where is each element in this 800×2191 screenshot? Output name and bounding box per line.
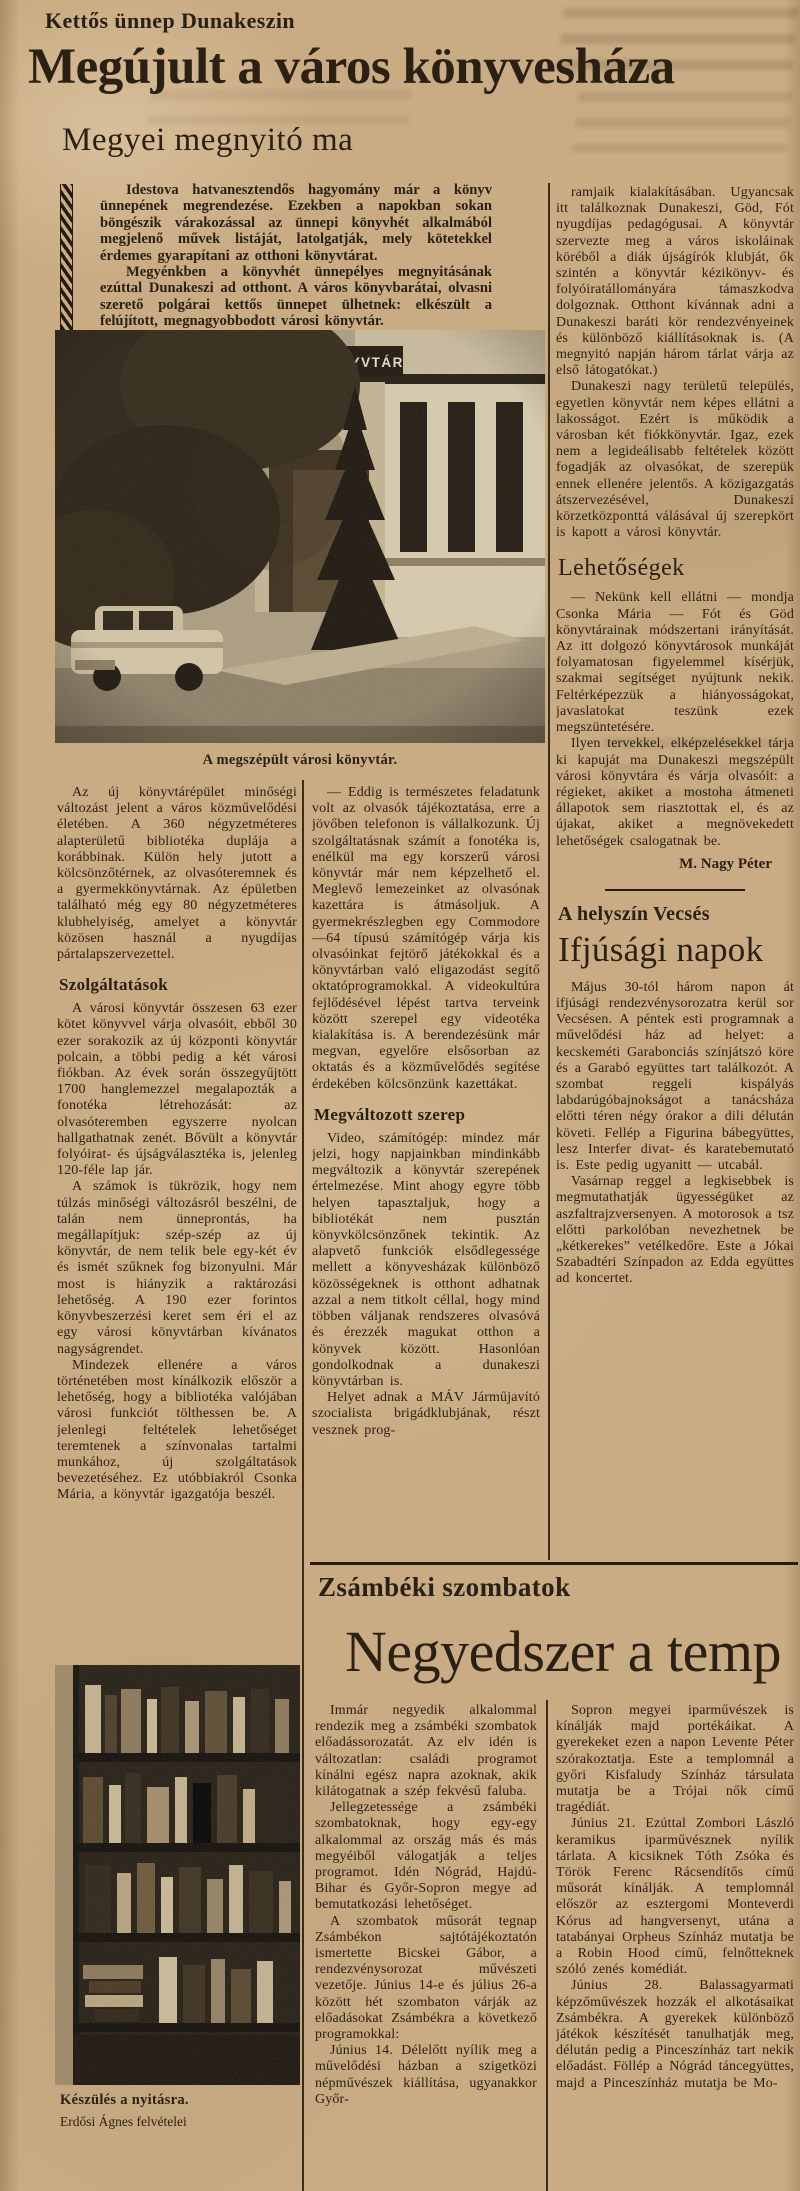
column-rule: [546, 1700, 548, 2191]
paragraph: Június 14. Délelőtt nyílik meg a művelődési házban a szigetközi népművészek kiállítása, ugyanakkor Győr-: [315, 2043, 537, 2107]
paragraph: Helyet adnak a MÁV Járműjavító szocialista brigádklubjának, részt vesznek prog-: [312, 1390, 540, 1438]
article-column-middle: [312, 785, 540, 1660]
zsambek-column-mid: [315, 1703, 537, 2191]
paragraph: Június 21. Ezúttal Zombori László keramikus iparművésznek nyílik tárlata. A kicsiknek Tóth Zsóka és Török Ferenc Rácsendítős című műsorát kínálják. A templomnál először az esztergomi Monteverdi Kórus ad hangversenyt, utána a tatabányai Orpheus Színház mutatja be a Robin Hood című, felnőtteknek szóló zenés komédiát.: [556, 1816, 794, 1978]
column-text: [57, 1001, 297, 1503]
paragraph: Video, számítógép: mindez már jelzi, hogy napjainkban mindinkább megváltozik a könyvtár szerepének értelmezése. Mint ahogy egyre több helyen tapasztaljuk, hogy a bibliotékát nem pusztán könyvkölcsönzőnek tekintik. Az alapvető funkciók elsődlegessége mellett a könyvesházak különböző közösségeknek is otthont adhatnak azzal a nem titkolt céllal, hogy mind többen váljanak rendszeres olvasóvá és érezzék magukat otthon a könyvek között. Hasonlóan gondolkodnak a dunakeszi könyvtárban is.: [312, 1130, 540, 1389]
paragraph: A városi könyvtár összesen 63 ezer kötet könyvvel várja olvasóit, ebből 30 ezer sorakozik az új központi könyvtár polcain, a többi pedig a két városi fiókban. Az évek során összegyűjtött 1700 hanglemezzel megalapozták a fonotéka létrehozását: az olvasóteremben egyszerre nyolcan hallgathatnak zenét. Bővült a könyvtár folyóirat- és újságválasztéka is, jelenleg 120-féle lap jár.: [57, 1001, 297, 1179]
paragraph: — Nekünk kell ellátni — mondja Csonka Mária — Fót és Göd könyvtárainak módszertani irányítását. Az itt dolgozó könyvtárosok munkáját folyamatosan figyelemmel kísérjük, szakmai segítséget nyújtunk nekik. Feltérképezzük a hiányosságokat, javaslatokat teszünk ezek megszüntetésére.: [556, 590, 794, 736]
paragraph: Jellegzetessége a zsámbéki szombatoknak, hogy egy-egy alkalommal az ország más és más megyéiből válogatják a teljes programot. Idén Nógrád, Hajdú-Bihar és Győr-Sopron megye ad bemutatkozási lehetőséget.: [315, 1800, 537, 1913]
column-text: [57, 785, 297, 963]
main-headline: Megújult a város könyvesháza: [28, 39, 675, 95]
paragraph: A szombatok műsorát tegnap Zsámbékon sajtótájékoztatón ismertette Bicskei Gábor, a rendezvénysorozat művészeti vezetője. Június 14-e és július 26-a között hét szombaton várják az előadásokat Zsámbékra a következő programokkal:: [315, 1913, 537, 2043]
bleed-through-smudge: [572, 92, 793, 152]
section-rule: [310, 1562, 798, 1565]
column-text: [315, 1703, 537, 2108]
paragraph: Ilyen tervekkel, elképzelésekkel tárja ki kapuját ma Dunakeszi megszépült városi könyvtára és várja olvasóit: a régieket, akiket a mostoha átmeneti állapotok sem riasztottak el, és az újakat, akiket a megnövekedett lehetőségek csalogatnak be.: [556, 736, 794, 849]
vecses-headline: Ifjúsági napok: [558, 929, 764, 969]
zsambek-headline: Negyedszer a temp: [345, 1619, 781, 1684]
library-building-photo: [55, 330, 545, 743]
column-rule: [548, 183, 550, 1560]
photo-credit: Erdősi Ágnes felvételei: [60, 2114, 187, 2129]
bookshelf-photo: [55, 1665, 300, 2085]
column-text: [312, 785, 540, 1093]
article-column-left: [57, 785, 297, 1660]
column-text: [556, 590, 794, 849]
subhead-megvaltozott-szerep: Megváltozott szerep: [314, 1104, 466, 1124]
subhead-lehetosegek: Lehetőségek: [558, 555, 685, 582]
column-rule: [302, 780, 304, 2191]
paragraph: ramjaik kialakításában. Ugyancsak itt találkoznak Dunakeszi, Göd, Fót nyugdíjas pedagógusai. A könyvtár szervezte meg a város iskoláinak köréből a diák újságírók klubját, ők szintén a könyvtár kézikönyv- és folyóiratállományára támaszkodva dolgoznak. Otthont kívánnak adni a Dunakeszi baráti kör rendezvényeinek és különböző kiállításoknak is. (A megnyitó napján három tárlat várja az első látogatókat.): [556, 185, 794, 379]
paragraph: Június 28. Balassagyarmati képzőművészek hozzák el alkotásaikat Zsámbékra. A gyerekek különböző játékok készítését tanulhatják meg, délután pedig a Pinceszínház tart nekik előadást. Föllép a Nógrád táncegyüttes, majd a Pinceszínház mutatja be Mo-: [556, 1978, 794, 2091]
section-divider: [605, 889, 745, 891]
paragraph: Mindezek ellenére a város történetében most kínálkozik először a lehetőség, hogy a bibliotéka valójában városi funkciót tölthessen be. A jelenlegi feltételek lehetőséget teremtenek a színvonalas tartalmi munkához, új szolgáltatások bevezetéséhez. Ez utóbbiakról Csonka Mária, a könyvtár igazgatója beszél.: [57, 1357, 297, 1503]
paragraph: Megyénkben a könyvhét ünnepélyes megnyitásának ezúttal Dunakeszi ad otthont. A város könyvbarátai, olvasni szerető polgárai kettős ünnepet ülhetnek: elkészült a felújított, megnagyobbodott városi könyvtár.: [100, 264, 492, 330]
paragraph: Immár negyedik alkalommal rendezik meg a zsámbéki szombatok előadássorozatát. Az elv idén is változatlan: családi programot kínálni egész napra azoknak, akik kilátogatnak a szép fekvésű faluba.: [315, 1703, 537, 1800]
paragraph: Dunakeszi nagy területű település, egyetlen könyvtár nem képes ellátni a lakosságot. Ezért is működik a városban két fiókkönyvtár. Igaz, ezek nem a legideálisabb feltételek között fogadják az olvasókat, de szerepük ennek ellenére jelentős. A közigazgatás átszervezésével, Dunakeszi körzetközponttá válásával új szerepkört is kapott a városi könyvtár.: [556, 379, 794, 541]
paragraph: Vasárnap reggel a legkisebbek is megmutathatják ügyességüket az aszfaltrajzversenyen. A motorosok a tsz előtti parkolóban nevezhetnek be „kétkerekes” vetélkedőre. Este a Jókai Szabadtéri Színpadon az Edda együttes ad koncertet.: [556, 1174, 794, 1287]
paragraph: A számok is tükrözik, hogy nem túlzás minőségi változásról beszélni, de talán nem ünneprontás, ha megállapítjuk: szép-szép az új könyvtár, de nem telik bele egy-két év és ismét szűknek fog bizonyulni. Már most is hiányzik a raktározási lehetőség. A 190 ezer forintos könyvbeszerzési keret sem éri el az egy városi könyvtárban kívánatos nagyságrendet.: [57, 1179, 297, 1357]
paragraph: Sopron megyei iparművészek is kínálják majd portékáikat. A gyerekeket ezen a napon Levente Péter szórakoztatja. Este a templomnál a győri Kisfaludy Színház társulata mutatja be a Trójai nők című tragédiát.: [556, 1703, 794, 1816]
column-text: [556, 1703, 794, 2092]
column-text: [312, 1131, 540, 1439]
column-text: [556, 185, 794, 541]
vecses-kicker: A helyszín Vecsés: [558, 902, 710, 925]
zsambek-column-right: [556, 1703, 794, 2191]
paragraph: — Eddig is természetes feladatunk volt az olvasók tájékoztatása, erre a jövőben telefonon is vállalkozunk. Új szolgáltatásnak számít a fonotéka is, enélkül ma egy korszerű városi könyvtár már nem képzelhető el. Meglevő lemezeinket az olvasónak kazettára is átmásoljuk. A gyermekrészlegben egy Commodore—64 típusú számítógép várja kis olvasóinkat fejtörő játékokkal és a könyvtárban való eligazodást segítő oktatóprogramokkal. A videokultúra fejlődésével lépést tartva terveink között szerepel egy videotéka kialakítása is. A berendezésünk már megvan, egyelőre elsősorban az oktatás és a közművelődés segítése érdekében kölcsönzünk kazettákat.: [312, 785, 540, 1092]
paragraph: Idestova hatvanesztendős hagyomány már a könyv ünnepének megrendezése. Ezekben a napokban sokan böngészik várakozással az ünnepi könyvhét alkalmából megjelenő művek listáját, latolgatják, mely kötetekkel érdemes gyarapítani az otthoni könyvtárat.: [100, 182, 492, 264]
paragraph: Az új könyvtárépület minőségi változást jelent a város közművelődési életében. A 360 négyzetméteres alapterületű bibliotéka duplája a korábbinak. Külön hely jutott a kölcsönzőtérnek, az olvasóteremnek és a gyermekkönyvtárnak. Az épületben található még egy 80 négyzetméteres klubhelyiség, amelyet a könyvtár közösen használ a nyugdíjas pártalapszervezettel.: [57, 785, 297, 963]
column-text: [556, 980, 794, 1288]
subhead-szolgaltatasok: Szolgáltatások: [59, 975, 169, 995]
article-column-right: [556, 185, 794, 1557]
paragraph: Május 30-tól három napon át ifjúsági rendezvénysorozatra kerül sor Vecsésen. A péntek esti programnak a művelődési ház ad helyet: a kecskeméti Garabonciás színjátszó köre és a Garabó együttes tart találkozót. A szombat reggeli kispályás labdarúgóbajnokságot a tanácsháza előtti téren négy órakor a dili délután követi. Fellép a Figurina bábegyüttes, lesz Interfer divat- és karatebemutató is. Este pedig ugyanitt — utcabál.: [556, 979, 794, 1173]
byline: M. Nagy Péter: [679, 855, 772, 872]
main-subhead: Megyei megnyitó ma: [62, 122, 354, 158]
photo-caption: Készülés a nyitásra.: [60, 2092, 189, 2108]
zsambek-kicker: Zsámbéki szombatok: [318, 1572, 571, 1602]
article-kicker: Kettős ünnep Dunakeszin: [45, 8, 296, 33]
photo-caption: A megszépült városi könyvtár.: [202, 752, 398, 768]
